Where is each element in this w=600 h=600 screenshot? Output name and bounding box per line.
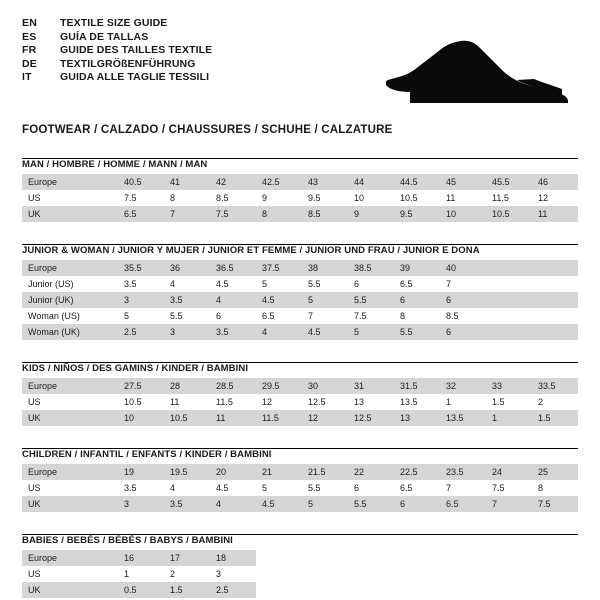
size-cell: 5.5 xyxy=(348,292,394,308)
size-cell-empty xyxy=(256,566,302,582)
table-row xyxy=(22,206,578,222)
document-header xyxy=(22,18,578,110)
row-label: UK xyxy=(22,582,118,598)
row-label: US xyxy=(22,566,118,582)
size-cell-empty xyxy=(532,582,578,598)
section-junior-woman xyxy=(22,244,578,340)
size-cell: 11 xyxy=(164,394,210,410)
size-cell-empty xyxy=(486,566,532,582)
size-cell: 8 xyxy=(394,308,440,324)
size-cell: 44 xyxy=(348,174,394,190)
size-cell: 7.5 xyxy=(210,206,256,222)
language-code: ES xyxy=(22,30,37,43)
table-row xyxy=(22,566,578,582)
section-children xyxy=(22,448,578,512)
table-row xyxy=(22,550,578,566)
size-cell: 46 xyxy=(532,174,578,190)
size-cell: 11.5 xyxy=(486,190,532,206)
size-table-children xyxy=(22,464,578,512)
size-cell: 2 xyxy=(532,394,578,410)
table-row xyxy=(22,582,578,598)
size-cell: 40.5 xyxy=(118,174,164,190)
row-label: UK xyxy=(22,206,118,222)
table-row xyxy=(22,496,578,512)
table-row xyxy=(22,410,578,426)
size-cell: 7 xyxy=(440,276,486,292)
size-cell: 38.5 xyxy=(348,260,394,276)
size-cell: 5 xyxy=(118,308,164,324)
row-label: Junior (UK) xyxy=(22,292,118,308)
size-cell: 11.5 xyxy=(256,410,302,426)
size-cell: 22.5 xyxy=(394,464,440,480)
table-row xyxy=(22,260,578,276)
size-cell: 29.5 xyxy=(256,378,302,394)
section-title: BABIES / BEBÉS / BÉBÉS / BABYS / BAMBINI xyxy=(22,535,233,546)
size-cell: 10 xyxy=(440,206,486,222)
language-title: GUÍA DE TALLAS xyxy=(60,30,149,43)
size-cell: 8 xyxy=(256,206,302,222)
size-cell: 5 xyxy=(302,292,348,308)
size-cell: 4.5 xyxy=(210,480,256,496)
size-cell: 8 xyxy=(164,190,210,206)
size-cell-empty xyxy=(486,308,532,324)
table-row xyxy=(22,324,578,340)
size-cell: 37.5 xyxy=(256,260,302,276)
size-cell-empty xyxy=(394,582,440,598)
size-cell: 6.5 xyxy=(394,276,440,292)
size-cell: 25 xyxy=(532,464,578,480)
language-title-list xyxy=(22,18,212,86)
size-cell: 43 xyxy=(302,174,348,190)
size-cell: 23.5 xyxy=(440,464,486,480)
size-cell: 6 xyxy=(394,496,440,512)
size-cell: 27.5 xyxy=(118,378,164,394)
size-cell: 35.5 xyxy=(118,260,164,276)
size-cell: 5 xyxy=(256,276,302,292)
size-cell: 3 xyxy=(118,292,164,308)
size-cell: 3.5 xyxy=(118,276,164,292)
row-label: Europe xyxy=(22,464,118,480)
size-cell-empty xyxy=(440,566,486,582)
language-row xyxy=(22,45,212,59)
size-table-babies xyxy=(22,550,578,598)
size-cell: 5.5 xyxy=(302,480,348,496)
size-cell: 2.5 xyxy=(118,324,164,340)
size-cell: 10 xyxy=(348,190,394,206)
size-cell: 10.5 xyxy=(164,410,210,426)
section-title: KIDS / NIÑOS / DES GAMINS / KINDER / BAMBINI xyxy=(22,363,249,374)
size-cell: 6 xyxy=(440,324,486,340)
size-cell-empty xyxy=(302,550,348,566)
size-cell-empty xyxy=(302,582,348,598)
size-cell: 9.5 xyxy=(302,190,348,206)
size-table-kids xyxy=(22,378,578,426)
size-cell: 33.5 xyxy=(532,378,578,394)
size-cell: 12 xyxy=(532,190,578,206)
size-cell-empty xyxy=(256,550,302,566)
size-cell: 16 xyxy=(118,550,164,566)
row-label: UK xyxy=(22,410,118,426)
size-cell: 7.5 xyxy=(486,480,532,496)
size-cell: 12.5 xyxy=(302,394,348,410)
size-cell: 3 xyxy=(164,324,210,340)
size-cell: 40 xyxy=(440,260,486,276)
size-cell: 20 xyxy=(210,464,256,480)
size-cell: 9.5 xyxy=(394,206,440,222)
size-cell: 4.5 xyxy=(256,292,302,308)
size-cell-empty xyxy=(532,324,578,340)
size-cell: 8.5 xyxy=(440,308,486,324)
size-cell: 5.5 xyxy=(348,496,394,512)
section-babies xyxy=(22,534,578,598)
language-code: EN xyxy=(22,17,37,29)
table-row xyxy=(22,308,578,324)
size-cell: 6.5 xyxy=(440,496,486,512)
size-cell-empty xyxy=(302,566,348,582)
size-cell: 5.5 xyxy=(302,276,348,292)
language-row xyxy=(22,18,212,32)
language-code: FR xyxy=(22,44,37,56)
size-cell: 13 xyxy=(348,394,394,410)
size-cell: 6 xyxy=(348,276,394,292)
size-cell: 21.5 xyxy=(302,464,348,480)
size-cell: 8 xyxy=(532,480,578,496)
size-cell-empty xyxy=(532,292,578,308)
size-cell: 3 xyxy=(210,566,256,582)
size-cell: 28.5 xyxy=(210,378,256,394)
size-cell-empty xyxy=(532,308,578,324)
size-cell: 10 xyxy=(118,410,164,426)
size-cell: 28 xyxy=(164,378,210,394)
section-kids xyxy=(22,362,578,426)
language-title: TEXTILGRÖßENFÜHRUNG xyxy=(60,57,196,70)
section-title: MAN / HOMBRE / HOMME / MANN / MAN xyxy=(22,159,208,170)
size-cell-empty xyxy=(486,324,532,340)
size-cell: 3 xyxy=(118,496,164,512)
size-cell: 7 xyxy=(486,496,532,512)
size-cell: 13 xyxy=(394,410,440,426)
size-cell: 31 xyxy=(348,378,394,394)
row-label: Europe xyxy=(22,260,118,276)
size-cell: 44.5 xyxy=(394,174,440,190)
size-cell-empty xyxy=(486,292,532,308)
size-cell-empty xyxy=(440,550,486,566)
size-cell: 7 xyxy=(440,480,486,496)
table-row xyxy=(22,190,578,206)
size-cell: 4 xyxy=(164,480,210,496)
size-cell: 30 xyxy=(302,378,348,394)
language-title: GUIDE DES TAILLES TEXTILE xyxy=(60,44,213,56)
size-cell: 32 xyxy=(440,378,486,394)
language-title: TEXTILE SIZE GUIDE xyxy=(60,17,168,29)
size-cell: 4.5 xyxy=(256,496,302,512)
size-cell: 6 xyxy=(210,308,256,324)
size-cell-empty xyxy=(394,550,440,566)
size-cell-empty xyxy=(486,582,532,598)
size-cell: 36.5 xyxy=(210,260,256,276)
size-cell: 2 xyxy=(164,566,210,582)
size-cell: 39 xyxy=(394,260,440,276)
size-cell: 6.5 xyxy=(394,480,440,496)
size-cell: 11 xyxy=(440,190,486,206)
size-cell: 3.5 xyxy=(164,496,210,512)
size-cell: 7.5 xyxy=(118,190,164,206)
size-cell: 4 xyxy=(256,324,302,340)
size-cell: 45.5 xyxy=(486,174,532,190)
size-cell: 5 xyxy=(256,480,302,496)
size-cell: 1 xyxy=(486,410,532,426)
size-cell-empty xyxy=(440,582,486,598)
row-label: Europe xyxy=(22,378,118,394)
size-cell: 17 xyxy=(164,550,210,566)
size-cell: 31.5 xyxy=(394,378,440,394)
size-cell-empty xyxy=(532,260,578,276)
row-label: Europe xyxy=(22,174,118,190)
size-cell-empty xyxy=(532,276,578,292)
size-cell: 6.5 xyxy=(118,206,164,222)
size-cell: 4 xyxy=(210,496,256,512)
size-cell: 42 xyxy=(210,174,256,190)
size-cell: 10.5 xyxy=(394,190,440,206)
size-cell-empty xyxy=(486,276,532,292)
size-table-junior-woman xyxy=(22,260,578,340)
table-row xyxy=(22,480,578,496)
size-cell: 1.5 xyxy=(486,394,532,410)
size-cell: 4.5 xyxy=(302,324,348,340)
language-code: IT xyxy=(22,71,32,83)
size-cell-empty xyxy=(532,550,578,566)
size-cell: 33 xyxy=(486,378,532,394)
size-cell: 3.5 xyxy=(210,324,256,340)
size-cell: 1 xyxy=(440,394,486,410)
size-cell: 6 xyxy=(394,292,440,308)
size-cell-empty xyxy=(394,566,440,582)
size-cell: 0.5 xyxy=(118,582,164,598)
size-cell: 7 xyxy=(164,206,210,222)
size-cell: 3.5 xyxy=(164,292,210,308)
size-cell-empty xyxy=(348,566,394,582)
size-cell: 4 xyxy=(164,276,210,292)
size-cell: 10.5 xyxy=(486,206,532,222)
size-cell: 12 xyxy=(256,394,302,410)
size-cell: 5.5 xyxy=(164,308,210,324)
size-cell: 6.5 xyxy=(256,308,302,324)
language-row xyxy=(22,59,212,73)
size-cell: 36 xyxy=(164,260,210,276)
language-code: DE xyxy=(22,57,37,70)
size-cell: 3.5 xyxy=(118,480,164,496)
size-cell: 7.5 xyxy=(348,308,394,324)
size-cell: 7 xyxy=(302,308,348,324)
size-cell: 21 xyxy=(256,464,302,480)
section-title: JUNIOR & WOMAN / JUNIOR Y MUJER / JUNIOR ET FEMME / JUNIOR UND FRAU / JUNIOR E DONA xyxy=(22,245,480,256)
size-cell: 8.5 xyxy=(302,206,348,222)
row-label: US xyxy=(22,190,118,206)
size-cell: 9 xyxy=(256,190,302,206)
section-man xyxy=(22,158,578,222)
size-cell: 9 xyxy=(348,206,394,222)
size-cell: 5 xyxy=(348,324,394,340)
size-cell-empty xyxy=(532,566,578,582)
size-cell: 7.5 xyxy=(532,496,578,512)
size-cell: 38 xyxy=(302,260,348,276)
size-cell: 12.5 xyxy=(348,410,394,426)
language-row xyxy=(22,32,212,46)
size-cell: 45 xyxy=(440,174,486,190)
size-cell: 1.5 xyxy=(532,410,578,426)
size-cell: 41 xyxy=(164,174,210,190)
row-label: Woman (UK) xyxy=(22,324,118,340)
size-cell: 22 xyxy=(348,464,394,480)
size-cell-empty xyxy=(348,582,394,598)
size-cell: 6 xyxy=(348,480,394,496)
size-cell: 24 xyxy=(486,464,532,480)
row-label: US xyxy=(22,394,118,410)
table-row xyxy=(22,464,578,480)
row-label: UK xyxy=(22,496,118,512)
size-table-man xyxy=(22,174,578,222)
size-cell: 4.5 xyxy=(210,276,256,292)
table-row xyxy=(22,174,578,190)
size-cell: 19 xyxy=(118,464,164,480)
size-cell: 13.5 xyxy=(440,410,486,426)
size-cell: 10.5 xyxy=(118,394,164,410)
row-label: Europe xyxy=(22,550,118,566)
size-cell: 13.5 xyxy=(394,394,440,410)
table-row xyxy=(22,292,578,308)
size-cell: 1 xyxy=(118,566,164,582)
size-cell: 1.5 xyxy=(164,582,210,598)
size-cell-empty xyxy=(486,550,532,566)
dress-shoe-icon xyxy=(382,40,572,106)
language-row xyxy=(22,72,212,86)
size-cell: 2.5 xyxy=(210,582,256,598)
row-label: Woman (US) xyxy=(22,308,118,324)
size-cell: 11 xyxy=(210,410,256,426)
row-label: Junior (US) xyxy=(22,276,118,292)
size-cell: 5.5 xyxy=(394,324,440,340)
size-cell: 11.5 xyxy=(210,394,256,410)
size-cell: 4 xyxy=(210,292,256,308)
section-title: CHILDREN / INFANTIL / ENFANTS / KINDER / BAMBINI xyxy=(22,449,272,460)
size-cell: 42.5 xyxy=(256,174,302,190)
language-title: GUIDA ALLE TAGLIE TESSILI xyxy=(60,71,210,83)
size-cell: 6 xyxy=(440,292,486,308)
size-cell: 11 xyxy=(532,206,578,222)
size-cell-empty xyxy=(486,260,532,276)
size-cell: 18 xyxy=(210,550,256,566)
size-cell: 12 xyxy=(302,410,348,426)
row-label: US xyxy=(22,480,118,496)
page-title: FOOTWEAR / CALZADO / CHAUSSURES / SCHUHE / CALZATURE xyxy=(22,124,393,136)
size-cell: 8.5 xyxy=(210,190,256,206)
size-cell-empty xyxy=(256,582,302,598)
size-cell: 19.5 xyxy=(164,464,210,480)
table-row xyxy=(22,394,578,410)
table-row xyxy=(22,276,578,292)
table-row xyxy=(22,378,578,394)
size-cell-empty xyxy=(348,550,394,566)
size-cell: 5 xyxy=(302,496,348,512)
